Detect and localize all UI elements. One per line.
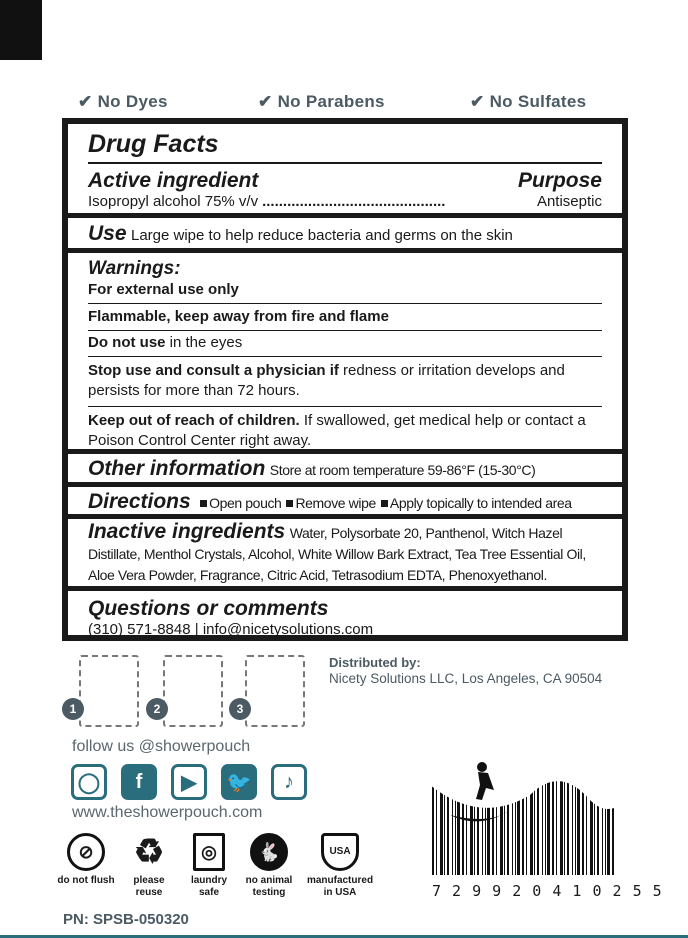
barcode-bar <box>572 755 573 875</box>
barcode-bar <box>602 755 603 875</box>
facebook-icon[interactable]: f <box>121 764 157 800</box>
barcode-bar <box>492 755 494 875</box>
instagram-icon[interactable]: ◯ <box>71 764 107 800</box>
leader-dots: ............................................ <box>262 193 446 210</box>
distributor-label: Distributed by: <box>329 655 421 670</box>
twitter-icon[interactable]: 🐦 <box>221 764 257 800</box>
barcode-bar <box>560 755 563 875</box>
barcode-bar <box>582 755 584 875</box>
warning-do-not-use <box>88 330 602 356</box>
warning-children <box>88 406 602 451</box>
rabbit-icon: 🐇 <box>250 833 288 871</box>
label: Do not use <box>88 334 166 351</box>
title-text: Drug Facts <box>88 130 219 158</box>
part-number: PN: SPSB-050320 <box>63 911 189 928</box>
barcode-bar <box>545 755 546 875</box>
distributor-name: Nicety Solutions LLC, Los Angeles, CA 90504 <box>329 671 603 686</box>
warning-external: For external use only <box>88 281 239 298</box>
barcode-bar <box>432 755 434 875</box>
claim-label: No Parabens <box>277 92 385 111</box>
badge-made-in-usa <box>303 833 377 899</box>
warning-flammable: Flammable, keep away from fire and flame <box>88 303 602 330</box>
label: Stop use and consult a physician if <box>88 362 339 379</box>
inactive-text: Water, Polysorbate 20, Panthenol, Witch Hazel Distillate, Menthol Crystals, Alcohol, White Willow Bark Extract, Tea Tree Essential Oil, Aloe Vera Powder, Fragrance, Citric Acid, Tetrasodium EDTA, Phenoxyethanol. <box>88 525 586 583</box>
directions-heading: Directions <box>88 490 191 513</box>
badge-label: laundry safe <box>190 875 228 898</box>
barcode-bar <box>526 755 527 875</box>
other-info-section <box>68 454 622 487</box>
badge-no-animal-testing <box>240 833 298 899</box>
recycle-icon: ♻ <box>133 833 165 871</box>
corner-block <box>0 0 42 60</box>
step-open-pouch-illustration <box>79 655 139 727</box>
barcode-bar <box>512 755 513 875</box>
purpose: Antiseptic <box>536 193 602 210</box>
warning-stop-use <box>88 356 602 406</box>
barcode-bar <box>436 755 437 875</box>
badge-label: manufactured in USA <box>306 875 374 898</box>
badge-label: no animal testing <box>245 875 293 898</box>
direction-step: Remove wipe <box>295 495 376 511</box>
barcode-bar <box>496 755 497 875</box>
barcode-bar <box>612 755 614 875</box>
barcode-bar <box>504 755 505 875</box>
barcode-bar <box>556 755 557 875</box>
barcode-bar <box>605 755 606 875</box>
follow-text: follow us @showerpouch <box>72 738 251 755</box>
other-text: Store at room temperature 59-86°F (15-30°C) <box>269 462 536 478</box>
barcode-bar <box>474 755 475 875</box>
usa-shield-icon: USA <box>321 833 359 871</box>
youtube-icon[interactable]: ▶ <box>171 764 207 800</box>
warnings-heading: Warnings: <box>88 258 181 279</box>
barcode-bar <box>447 755 449 875</box>
inactive-section <box>68 519 622 591</box>
barcode-bar <box>507 755 509 875</box>
barcode-bar <box>500 755 503 875</box>
barcode-bar <box>530 755 533 875</box>
text: redness or irritation develops and persists for more than 72 hours. <box>88 362 565 399</box>
barcode-bar <box>455 755 456 875</box>
step-number: 1 <box>62 698 84 720</box>
directions-section <box>68 487 622 519</box>
claim-no-dyes: ✔ No Dyes <box>78 92 168 111</box>
barcode-bar <box>575 755 576 875</box>
barcode-bar <box>444 755 445 875</box>
barcode-bar <box>607 755 610 875</box>
barcode-bar <box>564 755 565 875</box>
drug-facts-panel <box>62 118 628 641</box>
text: If swallowed, get medical help or contact a Poison Control Center right away. <box>88 412 586 449</box>
badge-label: do not flush <box>57 875 115 886</box>
other-heading: Other information <box>88 457 266 480</box>
step-apply-illustration <box>245 655 305 727</box>
barcode-bar <box>590 755 593 875</box>
questions-section: Questions or comments (310) 571-8848 | info@nicetysolutions.com <box>88 591 602 638</box>
barcode-bar <box>537 755 539 875</box>
washer-icon: ◎ <box>193 833 225 871</box>
barcode-bar <box>522 755 524 875</box>
barcode-bar <box>542 755 543 875</box>
barcode-bar <box>547 755 550 875</box>
questions-heading: Questions or comments <box>88 597 329 620</box>
barcode-bar <box>452 755 453 875</box>
inactive-heading: Inactive ingredients <box>88 520 286 543</box>
label: Keep out of reach of children. <box>88 412 300 429</box>
phone[interactable]: (310) 571-8848 <box>88 621 191 638</box>
tiktok-icon[interactable]: ♪ <box>271 764 307 800</box>
claim-no-sulfates: ✔ No Sulfates <box>470 92 587 111</box>
use-text: Large wipe to help reduce bacteria and germs on the skin <box>130 227 513 244</box>
barcode-bar <box>440 755 443 875</box>
direction-step: Open pouch <box>209 495 282 511</box>
barcode-number: 7 2 9 9 2 0 4 1 0 2 5 5 <box>432 882 663 900</box>
step-number: 3 <box>229 698 251 720</box>
barcode-bar <box>462 755 464 875</box>
use-section <box>68 218 622 253</box>
barcode-bar <box>457 755 460 875</box>
claim-label: No Sulfates <box>489 92 587 111</box>
active-section <box>68 164 622 218</box>
barcode-bar <box>552 755 554 875</box>
barcode-bar <box>586 755 587 875</box>
active-heading: Active ingredient <box>88 169 259 192</box>
active-ingredient: Isopropyl alcohol 75% v/v <box>88 193 259 210</box>
badge-label: please reuse <box>133 875 165 898</box>
barcode-bar <box>567 755 569 875</box>
barcode-bar <box>470 755 473 875</box>
email[interactable]: info@nicetysolutions.com <box>202 621 374 638</box>
barcode-bar <box>594 755 595 875</box>
no-flush-icon: ⊘ <box>67 833 105 871</box>
direction-step: Apply topically to intended area <box>389 495 572 511</box>
badge-do-not-flush <box>57 833 115 887</box>
warnings-section <box>68 253 622 454</box>
badge-please-reuse <box>120 833 178 899</box>
barcode-bar <box>597 755 599 875</box>
barcode-bar <box>466 755 467 875</box>
step-number: 2 <box>146 698 168 720</box>
drug-facts-title <box>88 124 602 164</box>
barcode-surfer-graphic <box>420 755 620 885</box>
badge-laundry-safe <box>180 833 238 899</box>
barcode-bar <box>577 755 580 875</box>
barcode-bar <box>534 755 535 875</box>
website-link[interactable]: www.theshowerpouch.com <box>72 804 263 821</box>
claim-label: No Dyes <box>97 92 168 111</box>
text: in the eyes <box>165 334 243 351</box>
barcode-bar <box>515 755 516 875</box>
step-remove-wipe-illustration <box>163 655 223 727</box>
barcode-bar <box>517 755 520 875</box>
use-heading: Use <box>88 222 127 245</box>
claim-no-parabens: ✔ No Parabens <box>258 92 385 111</box>
purpose-heading: Purpose <box>517 169 602 192</box>
